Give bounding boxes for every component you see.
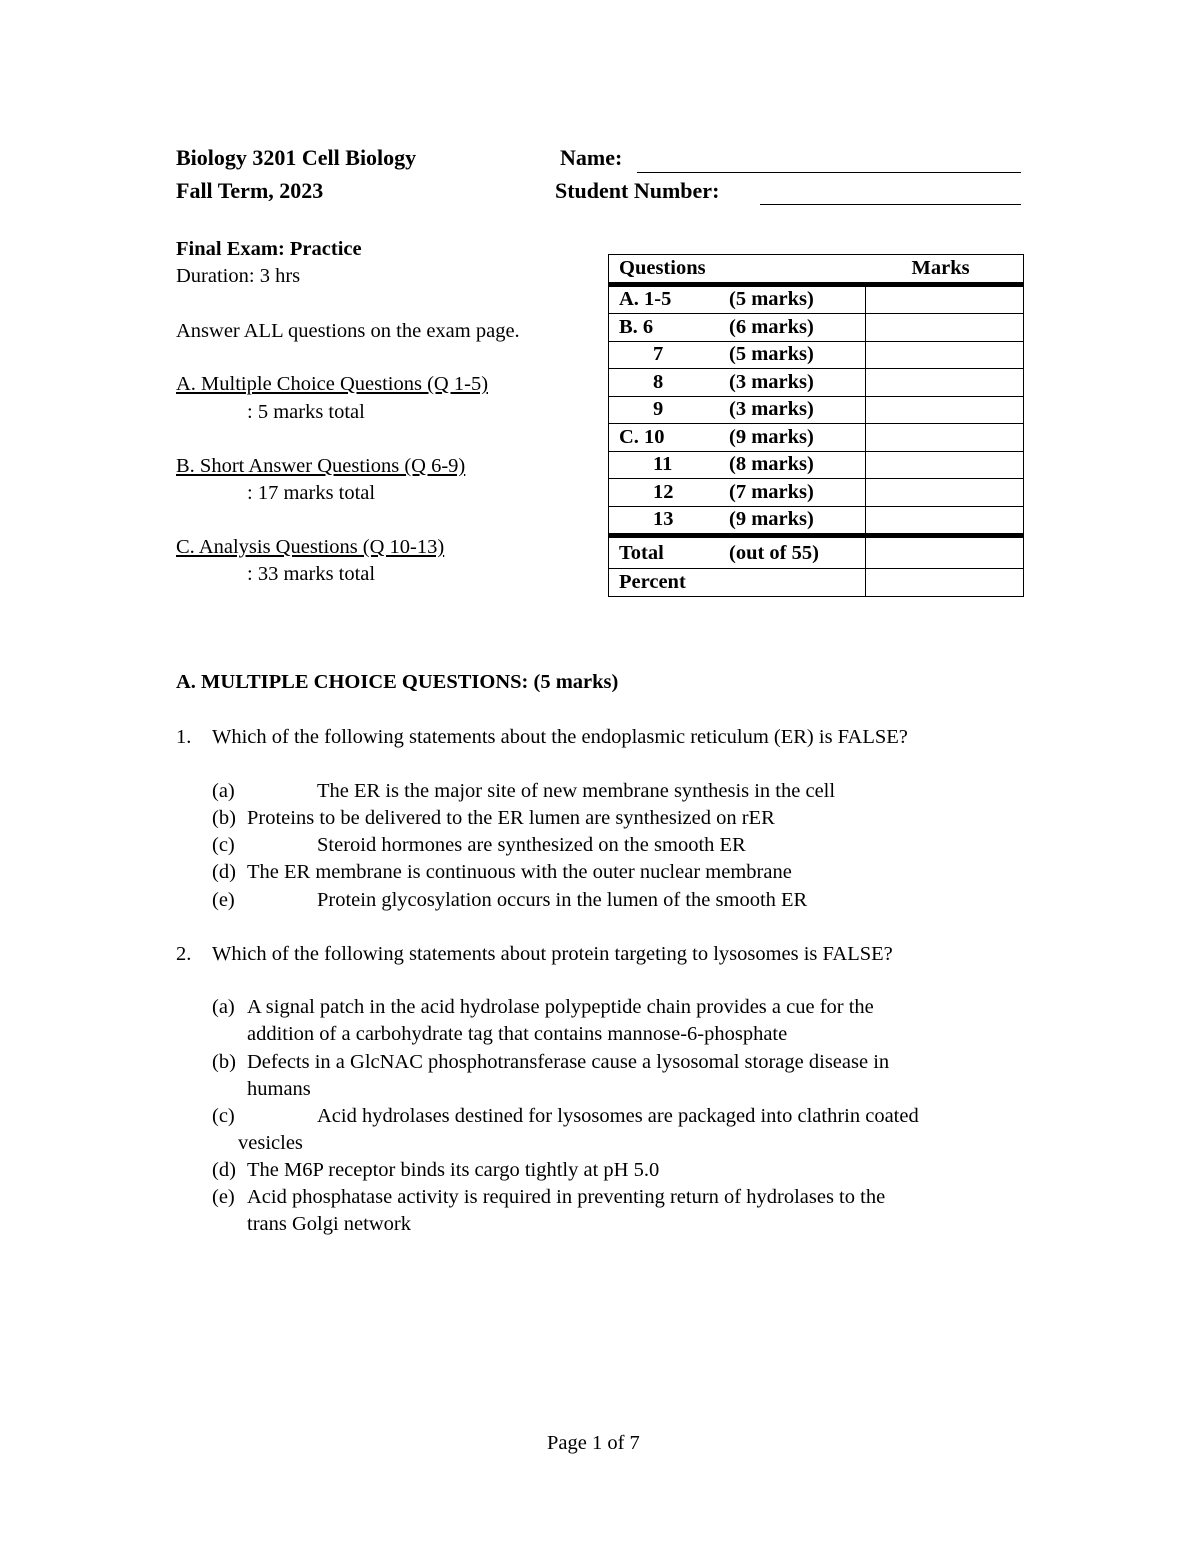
q2-option-b-text[interactable]: Defects in a GlcNAC phosphotransferase cause a lysosomal storage disease in xyxy=(247,1051,890,1073)
q2-option-e-text-cont[interactable]: trans Golgi network xyxy=(247,1213,411,1235)
section-a-title: A. Multiple Choice Questions (Q 1-5) xyxy=(176,373,489,395)
question-1-number: 1. xyxy=(176,726,192,748)
table-row xyxy=(609,479,1024,507)
q2-option-a-text[interactable]: A signal patch in the acid hydrolase polypeptide chain provides a cue for the xyxy=(247,996,874,1018)
table-row xyxy=(609,506,1024,536)
exam-instruction: Answer ALL questions on the exam page. xyxy=(176,320,520,342)
row-question: C. 10 xyxy=(619,425,665,448)
student-number-label: Student Number: xyxy=(555,178,720,203)
name-label: Name: xyxy=(560,145,623,170)
percent-row xyxy=(609,569,1024,597)
course-title: Biology 3201 Cell Biology xyxy=(176,145,417,170)
row-question: 7 xyxy=(653,343,664,366)
row-marks: (3 marks) xyxy=(729,398,814,421)
row-question: 12 xyxy=(653,480,674,503)
question-2-number: 2. xyxy=(176,943,192,965)
q1-option-d-text[interactable]: The ER membrane is continuous with the outer nuclear membrane xyxy=(247,861,792,883)
question-1-text: Which of the following statements about the endoplasmic reticulum (ER) is FALSE? xyxy=(212,726,908,748)
q2-option-e-label: (e) xyxy=(212,1186,235,1208)
row-marks: (9 marks) xyxy=(729,425,814,448)
name-field[interactable] xyxy=(637,150,1021,173)
header-marks: Marks xyxy=(866,255,1024,285)
total-value: (out of 55) xyxy=(729,541,819,564)
row-question: 13 xyxy=(653,508,674,531)
table-row xyxy=(609,396,1024,424)
row-question: B. 6 xyxy=(619,315,654,338)
student-number-field[interactable] xyxy=(760,182,1021,205)
section-c-title: C. Analysis Questions (Q 10-13) xyxy=(176,536,445,558)
q1-option-b-label: (b) xyxy=(212,807,236,829)
table-row xyxy=(609,284,1024,314)
q2-option-d-label: (d) xyxy=(212,1159,236,1181)
marks-cell[interactable] xyxy=(866,424,1024,452)
exam-title: Final Exam: Practice xyxy=(176,238,362,260)
section-a-heading: A. MULTIPLE CHOICE QUESTIONS: (5 marks) xyxy=(176,671,619,693)
q2-option-e-text[interactable]: Acid phosphatase activity is required in preventing return of hydrolases to the xyxy=(247,1186,886,1208)
q1-option-a-text[interactable]: The ER is the major site of new membrane synthesis in the cell xyxy=(317,780,836,802)
q2-option-a-text-cont[interactable]: addition of a carbohydrate tag that contains mannose-6-phosphate xyxy=(247,1023,788,1045)
q2-option-c-text[interactable]: Acid hydrolases destined for lysosomes are packaged into clathrin coated xyxy=(317,1105,919,1127)
section-c-total: : 33 marks total xyxy=(247,563,376,585)
row-marks: (7 marks) xyxy=(729,480,814,503)
row-question: 11 xyxy=(653,453,673,476)
q1-option-d-label: (d) xyxy=(212,861,236,883)
total-label: Total xyxy=(619,541,664,564)
section-b-total: : 17 marks total xyxy=(247,482,376,504)
row-marks: (5 marks) xyxy=(729,288,814,311)
q1-option-b-text[interactable]: Proteins to be delivered to the ER lumen are synthesized on rER xyxy=(247,807,775,829)
marks-cell[interactable] xyxy=(866,284,1024,314)
total-row xyxy=(609,536,1024,569)
row-marks: (3 marks) xyxy=(729,370,814,393)
row-question: 8 xyxy=(653,370,664,393)
q2-option-c-text-cont[interactable]: vesicles xyxy=(238,1132,303,1154)
q1-option-e-label: (e) xyxy=(212,889,235,911)
term: Fall Term, 2023 xyxy=(176,178,324,203)
marks-cell[interactable] xyxy=(866,396,1024,424)
row-marks: (9 marks) xyxy=(729,508,814,531)
marks-cell[interactable] xyxy=(866,314,1024,342)
marks-cell[interactable] xyxy=(866,479,1024,507)
page-number: Page 1 of 7 xyxy=(547,1432,640,1454)
q2-option-c-label: (c) xyxy=(212,1105,235,1127)
percent-label: Percent xyxy=(619,570,686,593)
q2-option-a-label: (a) xyxy=(212,996,235,1018)
question-2-text: Which of the following statements about protein targeting to lysosomes is FALSE? xyxy=(212,943,893,965)
row-marks: (8 marks) xyxy=(729,453,814,476)
marks-table xyxy=(608,254,1024,597)
row-marks: (5 marks) xyxy=(729,343,814,366)
marks-cell[interactable] xyxy=(866,369,1024,397)
marks-cell[interactable] xyxy=(866,341,1024,369)
percent-cell[interactable] xyxy=(866,569,1024,597)
q1-option-c-label: (c) xyxy=(212,834,235,856)
exam-duration: Duration: 3 hrs xyxy=(176,265,301,287)
q2-option-d-text[interactable]: The M6P receptor binds its cargo tightly at pH 5.0 xyxy=(247,1159,660,1181)
table-row xyxy=(609,424,1024,452)
q1-option-c-text[interactable]: Steroid hormones are synthesized on the smooth ER xyxy=(317,834,746,856)
marks-table-header xyxy=(609,255,1024,285)
marks-cell[interactable] xyxy=(866,506,1024,536)
q2-option-b-text-cont[interactable]: humans xyxy=(247,1078,311,1100)
row-question: 9 xyxy=(653,398,664,421)
q1-option-e-text[interactable]: Protein glycosylation occurs in the lumen of the smooth ER xyxy=(317,889,808,911)
header-questions: Questions xyxy=(609,255,866,285)
marks-cell[interactable] xyxy=(866,451,1024,479)
row-question: A. 1-5 xyxy=(619,288,672,311)
table-row xyxy=(609,341,1024,369)
total-cell[interactable] xyxy=(866,536,1024,569)
table-row xyxy=(609,369,1024,397)
table-row xyxy=(609,451,1024,479)
q1-option-a-label: (a) xyxy=(212,780,235,802)
row-marks: (6 marks) xyxy=(729,315,814,338)
q2-option-b-label: (b) xyxy=(212,1051,236,1073)
section-b-title: B. Short Answer Questions (Q 6-9) xyxy=(176,455,466,477)
section-a-total: : 5 marks total xyxy=(247,401,365,423)
table-row xyxy=(609,314,1024,342)
